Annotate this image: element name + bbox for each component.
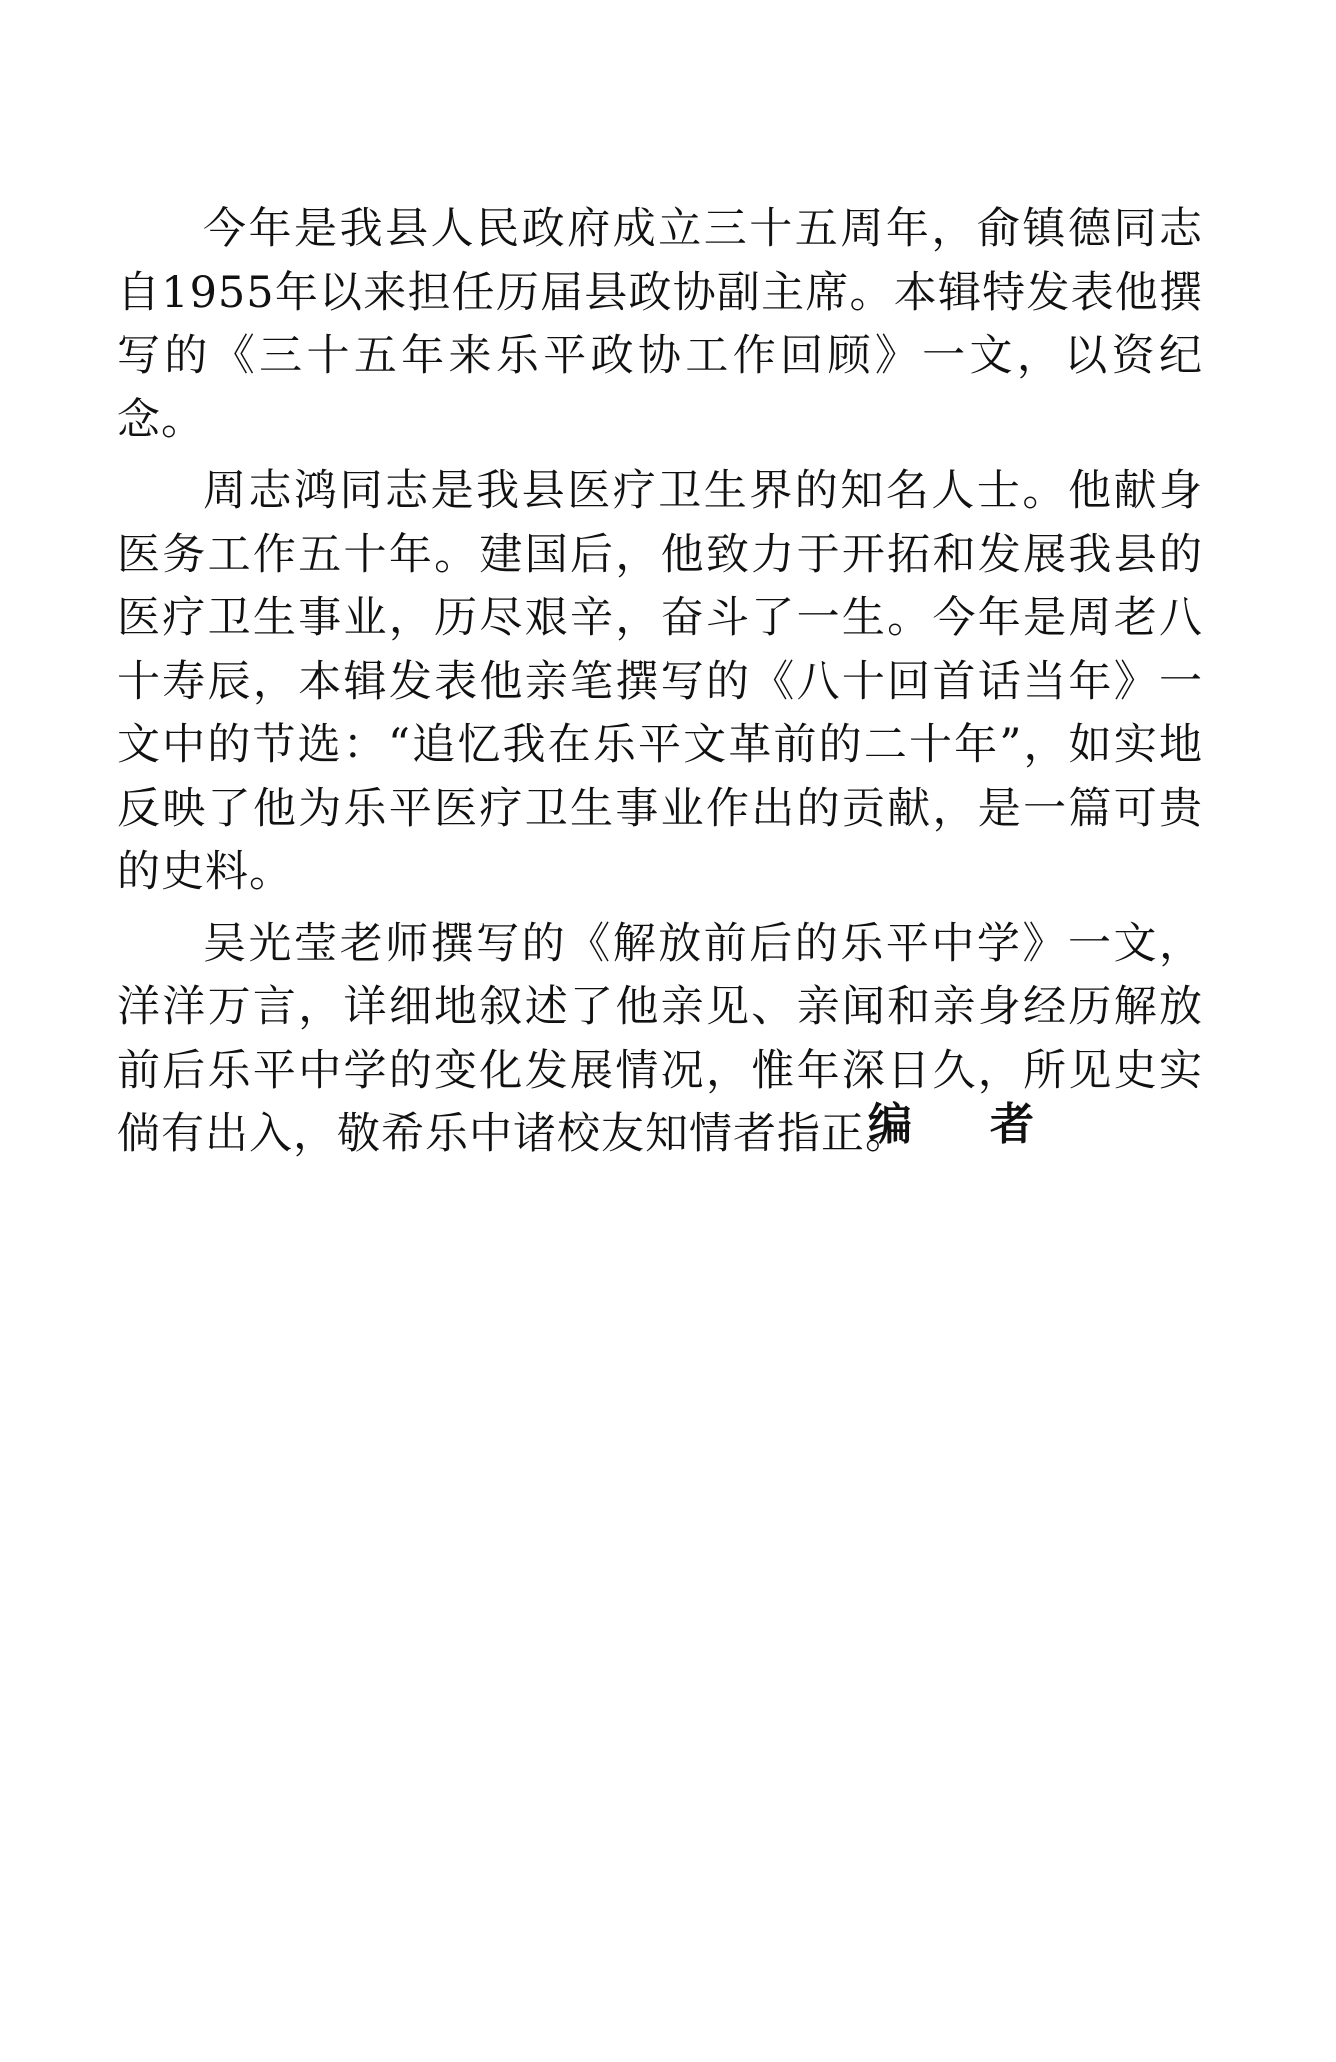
editor-note-body xyxy=(117,198,1203,1175)
editor-signature: 编者 xyxy=(868,1099,1112,1150)
paragraph-1: 今年是我县人民政府成立三十五周年，俞镇德同志自1955年以来担任历届县政协副主席。本辑特发表他撰写的《三十五年来乐平政协工作回顾》一文，以资纪念。 xyxy=(117,204,1203,445)
paragraph-2: 周志鸿同志是我县医疗卫生界的知名人士。他献身医务工作五十年。建国后，他致力于开拓和发展我县的医疗卫生事业，历尽艰辛，奋斗了一生。今年是周老八十寿辰，本辑发表他亲笔撰写的《八十回首话当年》一文中的节选：“追忆我在乐平文革前的二十年”，如实地反映了他为乐平医疗卫生事业作出的贡献，是一篇可贵的史料。 xyxy=(117,466,1203,897)
paragraph-3: 吴光莹老师撰写的《解放前后的乐平中学》一文，洋洋万言，详细地叙述了他亲见、亲闻和亲身经历解放前后乐平中学的变化发展情况，惟年深日久，所见史实倘有出入，敬希乐中诸校友知情者指正。 xyxy=(117,918,1203,1159)
